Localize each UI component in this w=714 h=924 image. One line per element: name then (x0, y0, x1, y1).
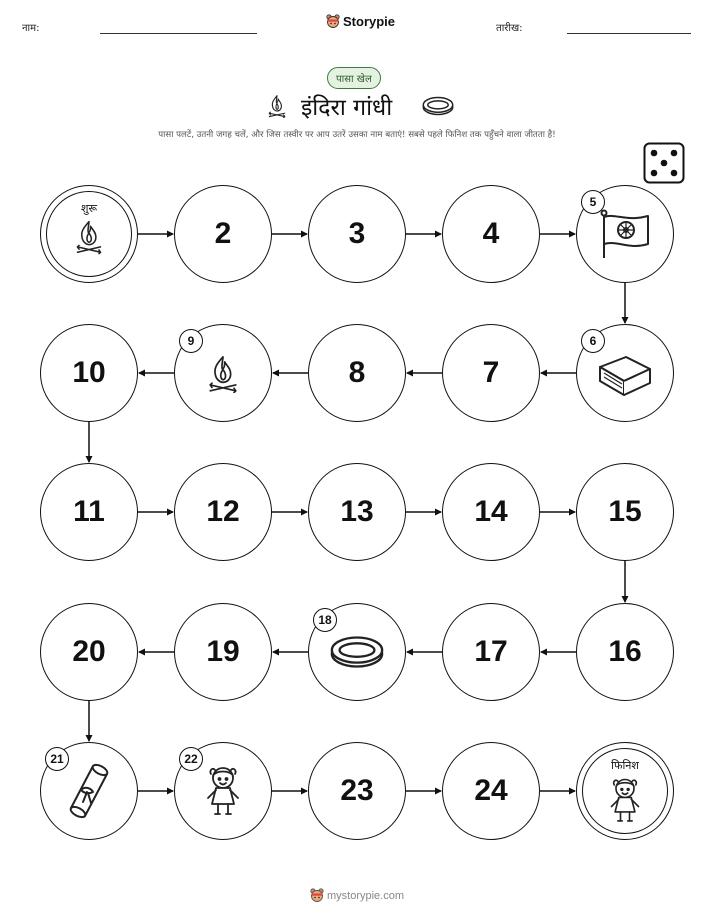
space-number: 8 (348, 356, 366, 389)
board-space-6[interactable] (576, 324, 674, 422)
space-number: 11 (73, 495, 105, 528)
board-space-24[interactable] (442, 742, 540, 840)
space-number: 3 (348, 217, 366, 250)
space-number: 23 (340, 774, 374, 807)
ring-icon (328, 633, 386, 675)
space-number-badge: 18 (313, 608, 337, 632)
board-space-22[interactable] (174, 742, 272, 840)
space-number: 24 (474, 774, 508, 807)
space-number: 12 (206, 495, 240, 528)
space-number: 10 (72, 356, 106, 389)
space-number-badge: 6 (581, 329, 605, 353)
footer-url[interactable]: mystorypie.com (327, 889, 405, 902)
board-space-18[interactable] (308, 603, 406, 701)
start-label: शुरू (80, 202, 98, 215)
space-number: 17 (474, 635, 508, 668)
space-number: 13 (340, 495, 374, 528)
board-space-11[interactable] (40, 463, 138, 561)
space-number: 2 (214, 217, 232, 250)
game-type-badge: पासा खेल (327, 67, 381, 89)
date-label: तारीख: (496, 23, 523, 34)
space-number-badge: 22 (179, 747, 203, 771)
board-space-21[interactable] (40, 742, 138, 840)
doll-icon (607, 776, 643, 828)
footer (310, 888, 404, 903)
flag-icon (596, 208, 654, 264)
space-number: 4 (482, 217, 500, 250)
board-space-1[interactable] (40, 185, 138, 283)
space-number-badge: 9 (179, 329, 203, 353)
board-space-3[interactable] (308, 185, 406, 283)
board-space-23[interactable] (308, 742, 406, 840)
board-space-25[interactable] (576, 742, 674, 840)
space-number: 7 (482, 356, 500, 389)
book-icon (596, 349, 654, 401)
board-space-12[interactable] (174, 463, 272, 561)
finish-label: फिनिश (611, 759, 639, 772)
board-space-17[interactable] (442, 603, 540, 701)
space-number-badge: 5 (581, 190, 605, 214)
board-space-4[interactable] (442, 185, 540, 283)
page-title: इंदिरा गांधी (301, 95, 393, 121)
board-space-5[interactable] (576, 185, 674, 283)
board-space-20[interactable] (40, 603, 138, 701)
space-number-badge: 21 (45, 747, 69, 771)
doll-icon (203, 764, 243, 822)
board-space-14[interactable] (442, 463, 540, 561)
board-space-7[interactable] (442, 324, 540, 422)
board-space-9[interactable] (174, 324, 272, 422)
board-space-2[interactable] (174, 185, 272, 283)
space-number: 20 (72, 635, 106, 668)
space-number: 19 (206, 635, 240, 668)
logo-text: Storypie (343, 14, 396, 29)
campfire-icon (206, 353, 240, 397)
storypie-bear-icon (310, 888, 324, 903)
board-space-19[interactable] (174, 603, 272, 701)
scroll-icon (67, 762, 111, 824)
campfire-icon (74, 218, 105, 258)
board-space-16[interactable] (576, 603, 674, 701)
space-number: 14 (474, 495, 508, 528)
board-space-8[interactable] (308, 324, 406, 422)
board-space-10[interactable] (40, 324, 138, 422)
board-space-13[interactable] (308, 463, 406, 561)
board-space-15[interactable] (576, 463, 674, 561)
space-number: 15 (608, 495, 642, 528)
instructions: पासा पलटें, उतनी जगह चलें, और जिस तस्वीर पर आप उतरें उसका नाम बताएं! सबसे पहले फिनिश तक पहुँचने वाला जीतता है! (158, 130, 556, 140)
name-label: नाम: (22, 23, 40, 34)
space-number: 16 (608, 635, 642, 668)
